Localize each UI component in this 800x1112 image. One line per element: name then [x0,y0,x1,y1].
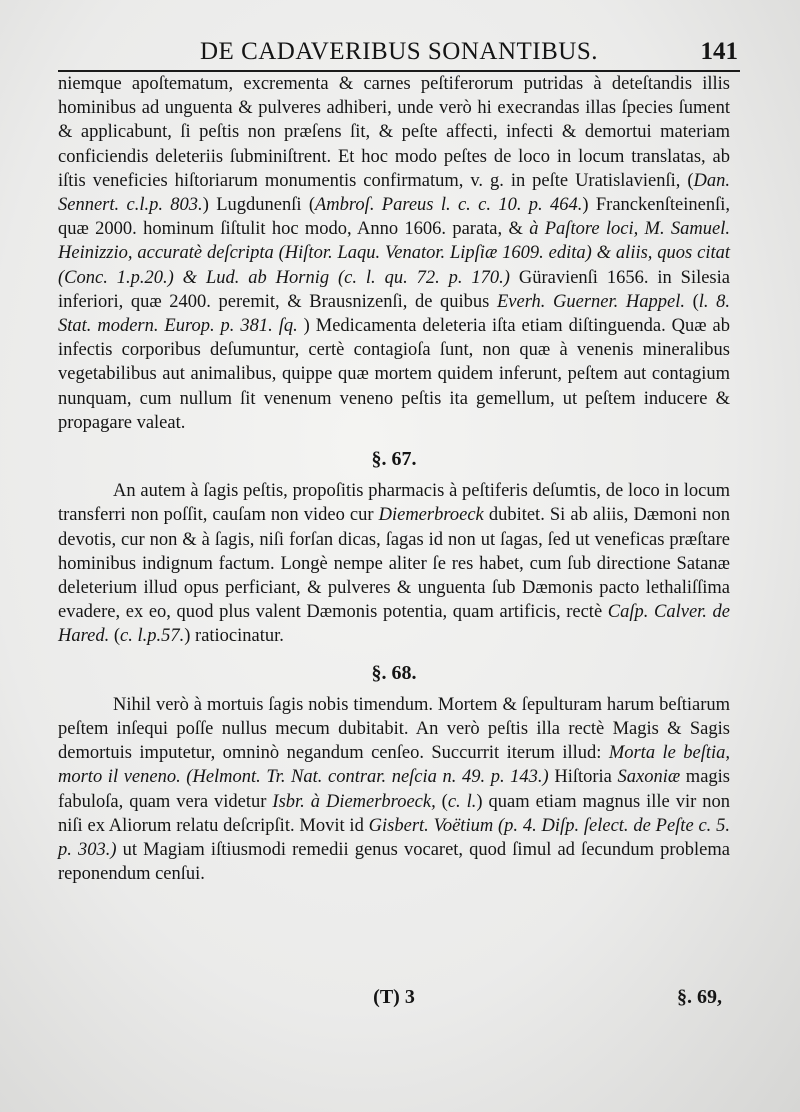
italic-citation: Isbr. à Diemerbroeck, [272,791,436,812]
running-title: DE CADAVERIBUS SONANTIBUS. [200,38,598,65]
paragraph-67 [58,479,730,648]
text-run: ut Magiam iſtiusmodi remedii genus vocaret, quod ſimul ad ſecundum problema reponendum cenſui. [58,840,730,885]
italic-citation: à Paſtore loci, M. Samuel. Heinizzio, accuratè deſcripta (Hiſtor. Laqu. Venator. Lipſiæ 1609. edita) & aliis, quos citat (Conc. 1.p.20.) & Lud. ab Hornig (c. l. qu. 72. p. 170.) [58,219,730,288]
text-run: An autem à ſagis peſtis, propoſitis pharmacis à peſtiferis deſumtis, de loco in locum transferri non poſſit, cauſam non video cur [58,481,730,526]
italic-citation: Saxoniæ [617,767,681,788]
text-run: ) Franckenſteinenſi, quæ 2000. hominum ſiſtulit hoc modo, Anno 1606. parata, & [58,195,730,240]
italic-citation: Caſp. Calver. de Hared. [58,602,730,647]
body-text [58,72,730,887]
italic-citation: Gisbert. Voëtium (p. 4. Diſp. ſelect. de Peſte c. 5. p. 303.) [58,815,730,861]
italic-citation: Ambroſ. Pareus l. c. c. 10. p. 464. [315,195,583,216]
text-run: ) ratiocinatur. [184,626,284,647]
running-head [58,30,740,72]
text-run: Nihil verò à mortuis ſagis nobis timendum. Mortem & ſepulturam harum beſtiarum peſtem inſequi poſſe nullus mecum dubitabit. An verò peſtis illa rectè Magis & Sagis demortuis imputetur, omninò negandum cenſeo. Succurrit iterum illud: [58,694,730,764]
text-run: ( [109,626,121,647]
italic-citation: Everh. Guerner. Happel. [496,291,685,312]
italic-citation: Morta le beſtia, morto il veneno. (Helmont. Tr. Nat. contrar. neſcia n. 49. p. 143.) [58,743,731,788]
section-heading-67: §. 67. [371,448,417,471]
text-run: ) Medicamenta deleteria iſta etiam diſtinguenda. Quæ ab infectis corporibus deſumuntur, certè contagioſa ſunt, non quæ à venenis mineralibus vegetabilibus aut animalibus, quippe quæ mortem quidem inferunt, peſtem aut contagium nunquam, cum nullum ſit venenum veneno peſtis ita gemellum, ut peſtem inducere & propagare valeat. [58,316,730,433]
catchword: §. 69, [677,986,722,1008]
text-run: ) Lugdunenſi ( [202,195,315,216]
text-run: magis fabuloſa, quam vera videtur [58,767,730,812]
text-run: niemque apoſtematum, excrementa & carnes peſtiferorum putridas à deteſtandis illis hominibus ad unguenta & pulveres adhiberi, unde verò hi execrandas illas ſpecies ſument & applicabunt, ſi peſtis non præſens ſit, & peſte affecti, infecti & demortui materiam conficiendis deleteriis ſubminiſtrent. Et hoc modo peſtes de loco in locum translatas, ab iſtis veneficies hiſtoriarum monumentis confirmatum, v. g. in peſte Uratislavienſi, ( [58,74,730,191]
paragraph-continued [58,72,730,435]
text-run: ( [435,791,448,812]
italic-citation: c. l.p.57. [120,626,185,647]
page-footer [58,986,730,1016]
text-run: Hiſtoria [548,767,618,788]
italic-citation: l. 8. Stat. modern. Europ. p. 381. ſq. [58,291,730,337]
text-run: Güravienſi 1656. in Silesia inferiori, quæ 2400. peremit, & Brausnizenſi, de quibus [58,267,730,312]
text-run: dubitet. Si ab aliis, Dæmoni non devotis, cur non & à ſagis, niſi forſan dicas, ſagas id non ut ſagas, ſed ut veneficas præſtare hominibus indignum factum. Longè nempe aliter ſe res habet, cum ſub directione Satanæ deleterium illud opus perficiant, & pulveres & unguenta ſub Dæmonis pacto lethaliſſima evadere, ex eo, quod plus valent Dæmonis potentia, quam artificis, rectè [58,505,730,623]
italic-citation: c. l. [447,791,477,812]
text-run: ) quam etiam magnus ille vir non niſi ex Aliorum relatu deſcripſit. Movit id [58,791,730,836]
page-number: 141 [700,38,738,65]
paragraph-68 [58,693,730,887]
section-heading-68: §. 68. [371,661,417,684]
text-run: ( [684,291,699,312]
signature-mark: (T) 3 [373,986,415,1008]
italic-citation: Diemerbroeck [378,505,484,526]
italic-citation: Dan. Sennert. c.l.p. 803. [58,170,730,216]
